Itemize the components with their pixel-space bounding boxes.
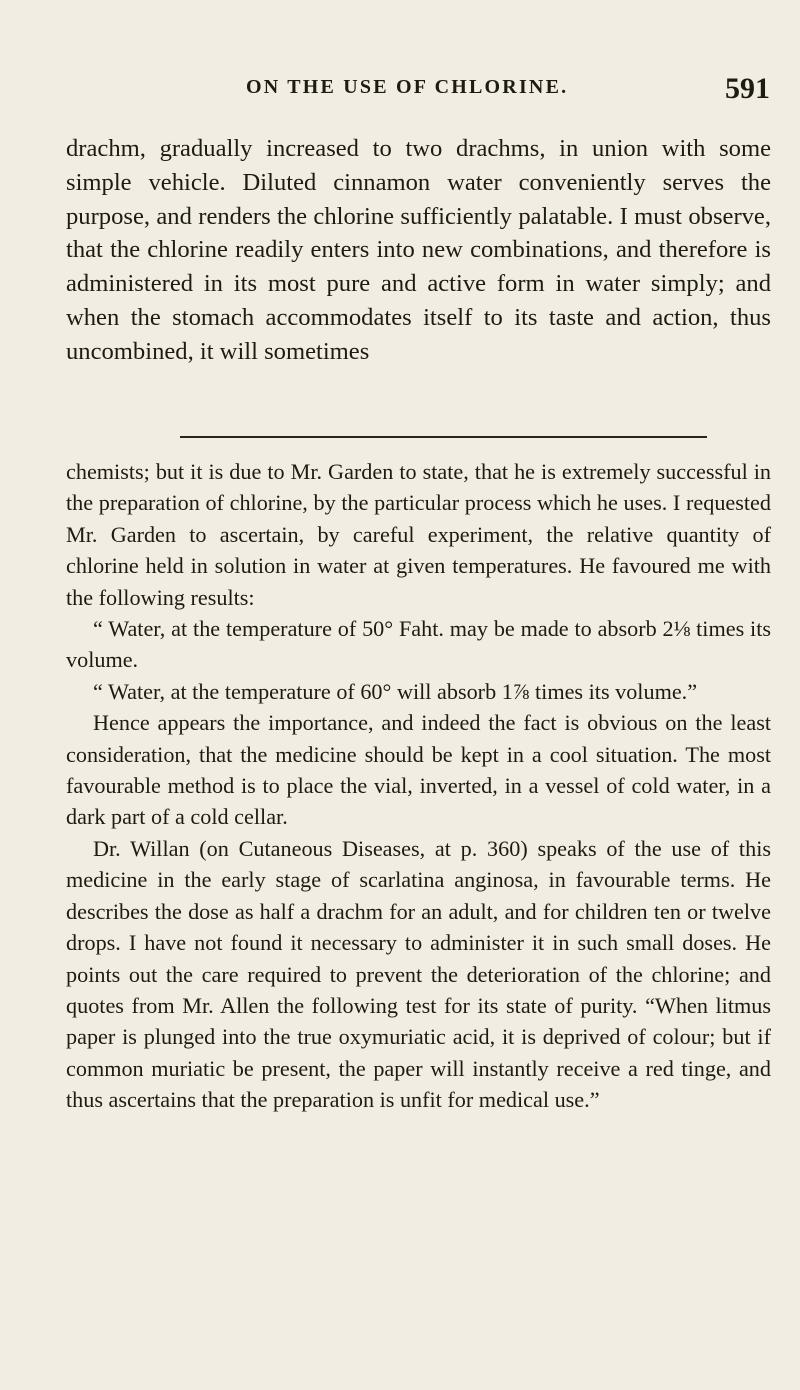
running-head: ON THE USE OF CHLORINE.: [246, 76, 569, 98]
footnote-paragraph-2: Hence appears the importance, and indeed the fact is obvious on the least consideration, that the medicine should be kept in a cool situation. The most favourable method is to place the vial, inverted, in a vessel of cold water, in a dark part of a cold cellar.: [66, 710, 771, 830]
footnote-text: [66, 456, 771, 1116]
footnote-separator-rule: [180, 436, 707, 438]
page-number: 591: [725, 72, 770, 105]
main-paragraph: drachm, gradually increased to two drachms, in union with some simple vehicle. Diluted cinnamon water conveniently serves the purpose, and renders the chlorine sufficiently palatable. I must observe, that the chlorine readily enters into new combinations, and therefore is administered in its most pure and active form in water simply; and when the stomach accommodates itself to its taste and action, thus uncombined, it will sometimes: [66, 135, 771, 365]
footnote-quote-2: “ Water, at the temperature of 60° will absorb 1⅞ times its volume.”: [93, 678, 698, 704]
footnote-paragraph-3: Dr. Willan (on Cutaneous Diseases, at p. 360) speaks of the use of this medicine in the early stage of scarlatina anginosa, in favourable terms. He describes the dose as half a drachm for an adult, and for children ten or twelve drops. I have not found it necessary to administer it in such small doses. He points out the care required to prevent the deterioration of the chlorine; and quotes from Mr. Allen the following test for its state of purity. “When litmus paper is plunged into the true oxymuriatic acid, it is deprived of colour; but if common muriatic be present, the paper will instantly receive a red tinge, and thus ascertains that the preparation is unfit for medical use.”: [66, 835, 771, 1113]
footnote-paragraph-1: chemists; but it is due to Mr. Garden to state, that he is extremely successful in the preparation of chlorine, by the particular process which he uses. I requested Mr. Garden to ascertain, by careful experiment, the relative quantity of chlorine held in solution in water at given temperatures. He favoured me with the following results:: [66, 459, 771, 610]
main-text: [66, 132, 771, 369]
page-header: [66, 74, 770, 114]
footnote-quote-1: “ Water, at the temperature of 50° Faht. may be made to absorb 2⅛ times its volume.: [66, 616, 771, 673]
